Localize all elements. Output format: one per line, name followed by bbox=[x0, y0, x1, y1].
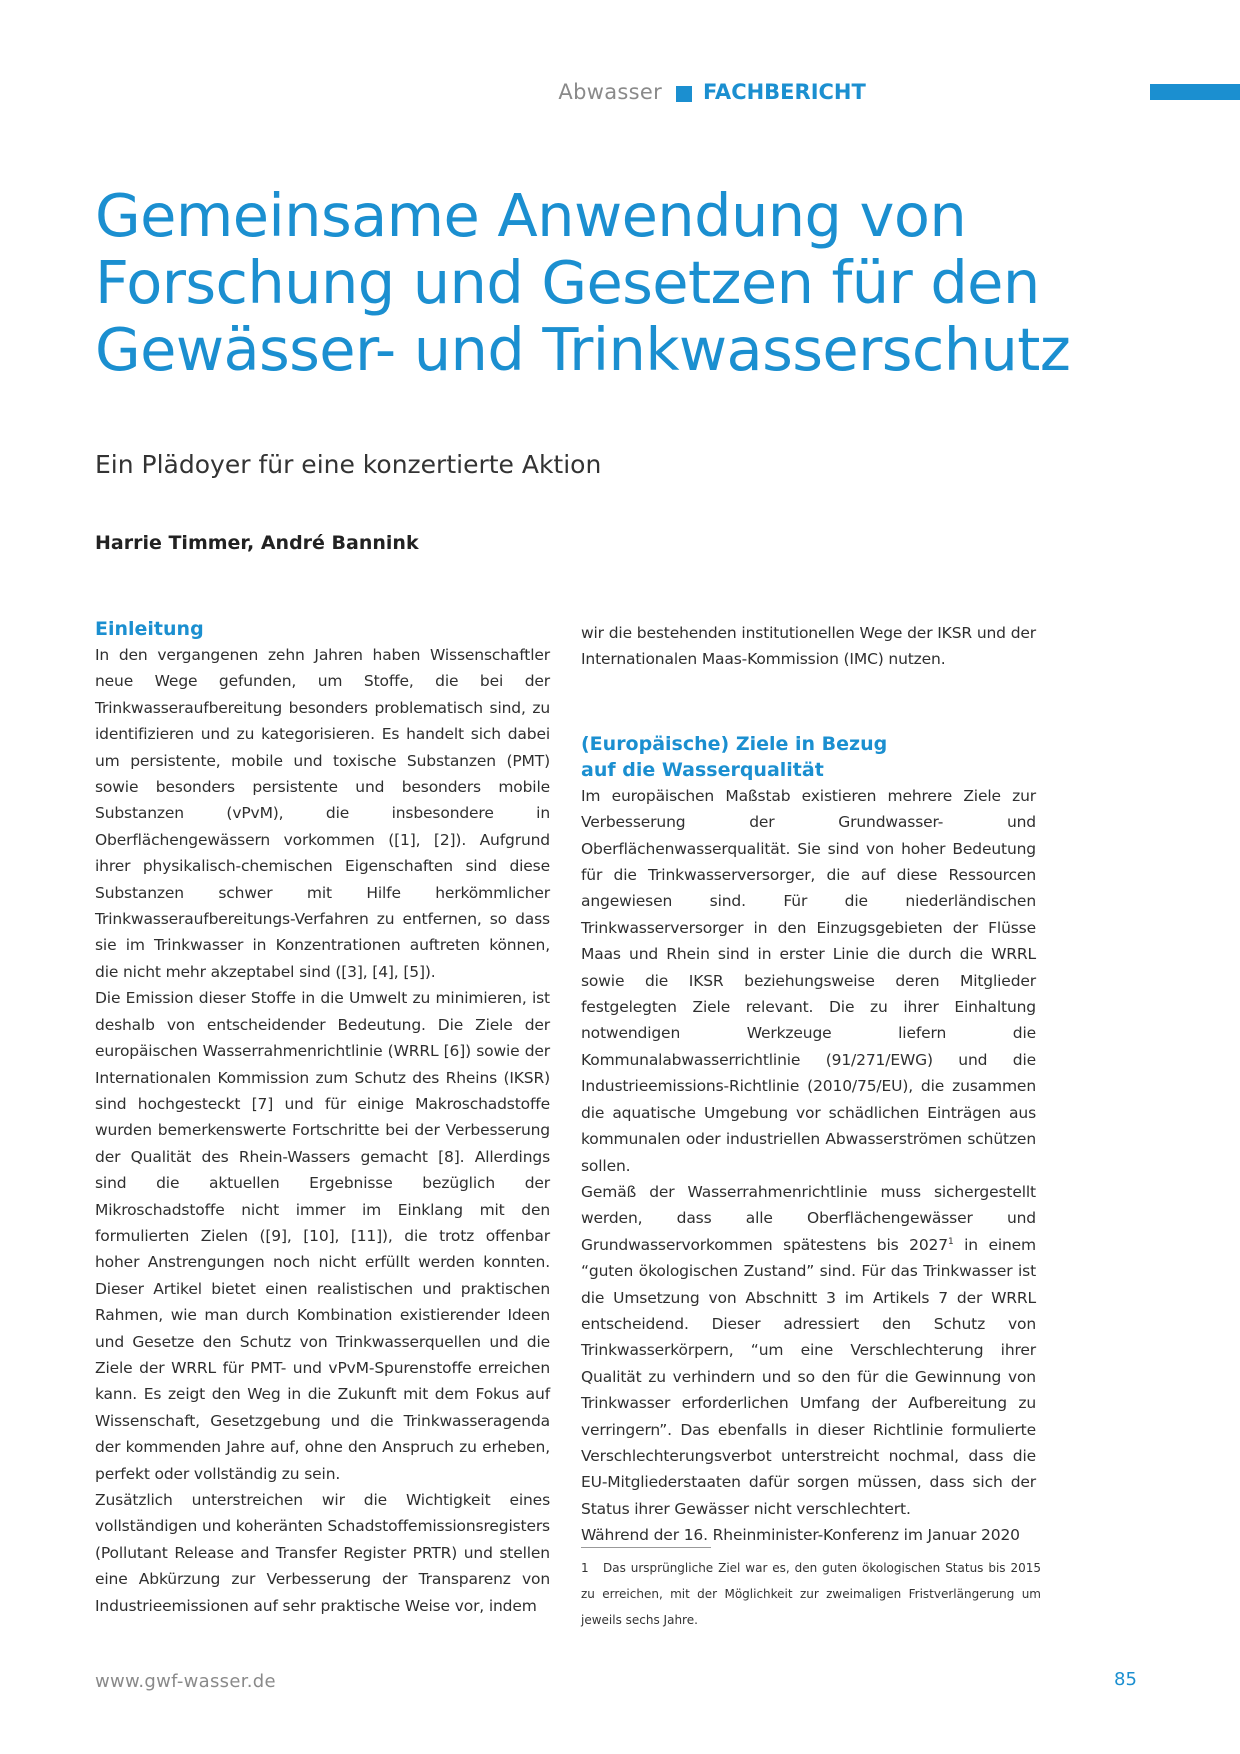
footer-website[interactable]: www.gwf-wasser.de bbox=[95, 1671, 276, 1692]
page-edge-bar bbox=[1150, 84, 1240, 100]
footnote-rule bbox=[581, 1547, 711, 1548]
left-column bbox=[95, 618, 550, 1619]
article-authors: Harrie Timmer, André Bannink bbox=[95, 532, 419, 554]
heading-ziele-line-1: (Europäische) Ziele in Bezug bbox=[581, 732, 888, 755]
paragraph: wir die bestehenden institutionellen Wege der IKSR und der Internationalen Maas-Kommission (IMC) nutzen. bbox=[581, 624, 1036, 669]
header-square-marker bbox=[676, 86, 692, 102]
paragraph: Zusätzlich unterstreichen wir die Wichtigkeit eines vollständigen und koheränten Schadstoffemissionsregisters (Pollutant Release and Transfer Register PRTR) und stellen eine Abkürzung zur Verbesserung der Transparenz von Industrieemissionen auf sehr praktische Weise vor, indem bbox=[95, 1491, 550, 1615]
section-gap bbox=[581, 673, 1036, 731]
footnote-number: 1 bbox=[581, 1561, 589, 1575]
footnote-text: Das ursprüngliche Ziel war es, den guten ökologischen Status bis 2015 zu erreichen, mit der Möglichkeit zur zweimaligen Fristverlängerung um jeweils sechs Jahre. bbox=[581, 1561, 1041, 1627]
heading-ziele bbox=[581, 731, 1036, 783]
paragraph: Während der 16. Rheinminister-Konferenz im Januar 2020 bbox=[581, 1526, 1020, 1545]
category-label: FACHBERICHT bbox=[703, 80, 866, 104]
text-span: Gemäß der Wasserrahmenrichtlinie muss sichergestellt werden, dass alle Oberflächengewässer und Grundwasservorkommen spätestens bis 2027 bbox=[581, 1182, 1036, 1254]
footnote-ref[interactable]: 1 bbox=[947, 1236, 954, 1247]
paragraph: Die Emission dieser Stoffe in die Umwelt zu minimieren, ist deshalb von entscheidender Bedeutung. Die Ziele der europäischen Wasserrahmenrichtlinie (WRRL [6]) sowie der Internationalen Kommission zum Schutz des Rheins (IKSR) sind hochgesteckt [7] und für einige Makroschadstoffe wurden bemerkenswerte Fortschritte bei der Verbesserung der Qualität des Rhein-Wassers gemacht [8]. Allerdings sind die aktuellen Ergebnisse bezüglich der Mikroschadstoffe nicht immer im Einklang mit den formulierten Zielen ([9], [10], [11]), die trotz offenbar hoher Anstrengungen noch nicht erfüllt werden konnten. Dieser Artikel bietet einen realistischen und praktischen Rahmen, wie man durch Kombination existierender Ideen und Gesetze den Schutz von Trinkwasserquellen und die Ziele der WRRL für PMT- und vPvM-Spurenstoffe erreichen kann. Es zeigt den Weg in die Zukunft mit dem Fokus auf Wissenschaft, Gesetzgebung und die Trinkwasseragenda der kommenden Jahre auf, ohne den Anspruch zu erheben, perfekt oder vollständig zu sein. bbox=[95, 989, 550, 1483]
title-line-2: Forschung und Gesetzen für den bbox=[95, 248, 1040, 317]
title-line-1: Gemeinsame Anwendung von bbox=[95, 181, 967, 250]
heading-einleitung: Einleitung bbox=[95, 618, 204, 640]
article-title bbox=[95, 182, 1155, 383]
paragraph: Im europäischen Maßstab existieren mehrere Ziele zur Verbesserung der Grundwasser- und Oberflächenwasserqualität. Sie sind von hoher Bedeutung für die Trinkwasserversorger, die auf diese Ressourcen angewiesen sind. Für die niederländischen Trinkwasserversorger in den Einzugsgebieten der Flüsse Maas und Rhein sind in erster Linie die durch die WRRL sowie die IKSR beziehungsweise deren Mitglieder festgelegten Ziele relevant. Die zu ihrer Einhaltung notwendigen Werkzeuge liefern die Kommunalabwasserrichtlinie (91/271/EWG) und die Industrieemissions-Richtlinie (2010/75/EU), die zusammen die aquatische Umgebung vor schädlichen Einträgen aus kommunalen oder industriellen Abwasserströmen schützen sollen. bbox=[581, 786, 1036, 1175]
section-label: Abwasser bbox=[558, 80, 662, 104]
page-number: 85 bbox=[1114, 1669, 1137, 1690]
heading-ziele-line-2: auf die Wasserqualität bbox=[581, 758, 824, 781]
text-span: in einem “guten ökologischen Zustand” sind. Für das Trinkwasser ist die Umsetzung von Abschnitt 3 im Artikels 7 der WRRL entscheidend. Dieser adressiert den Schutz von Trinkwasserkörpern, “um eine Verschlechterung ihrer Qualität zu verhindern und so den für die Gewinnung von Trinkwasser erforderlichen Umfang der Aufbereitung zu verringern”. Das ebenfalls in dieser Richtlinie formulierte Verschlechterungsverbot unterstreicht nochmal, dass die EU-Mitgliederstaaten dafür sorgen müssen, dass sich der Status ihrer Gewässer nicht verschlechtert. bbox=[581, 1235, 1036, 1518]
paragraph: In den vergangenen zehn Jahren haben Wissenschaftler neue Wege gefunden, um Stoffe, die bei der Trinkwasseraufbereitung besonders problematisch sind, zu identifizieren und zu kategorisieren. Es handelt sich dabei um persistente, mobile und toxische Substanzen (PMT) sowie besonders persistente und besonders mobile Substanzen (vPvM), die insbesondere in Oberflächengewässern vorkommen ([1], [2]). Aufgrund ihrer physikalisch-chemischen Eigenschaften sind diese Substanzen schwer mit Hilfe herkömmlicher Trinkwasseraufbereitungs-Verfahren zu entfernen, so dass sie im Trinkwasser in Konzentrationen auftreten können, die nicht mehr akzeptabel sind ([3], [4], [5]). bbox=[95, 646, 550, 981]
title-line-3: Gewässer- und Trinkwasserschutz bbox=[95, 315, 1071, 384]
right-column bbox=[581, 620, 1036, 1549]
footnote bbox=[581, 1555, 1041, 1633]
running-header bbox=[0, 80, 1240, 108]
paragraph bbox=[581, 1179, 1036, 1522]
article-subtitle: Ein Plädoyer für eine konzertierte Aktion bbox=[95, 450, 602, 479]
